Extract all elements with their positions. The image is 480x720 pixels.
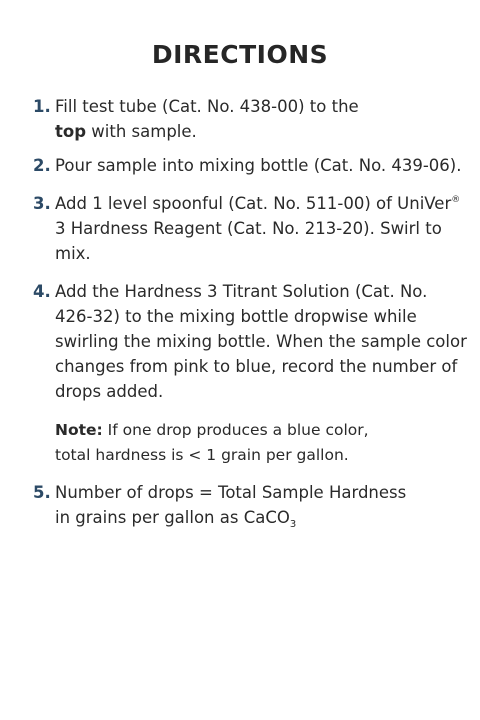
step-line: 3 Hardness Reagent (Cat. No. 213-20). Swirl to: [55, 219, 442, 238]
step-text: [55, 480, 453, 530]
emphasis-text: top: [55, 122, 87, 141]
step-text: [55, 153, 462, 178]
step-line: Number of drops = Total Sample Hardness: [55, 483, 407, 502]
note-label: Note:: [55, 421, 103, 439]
note-text: If one drop produces a blue color,: [102, 421, 369, 439]
note-block: [55, 418, 455, 468]
step-line: changes from pink to blue, record the number of: [55, 357, 458, 376]
step-line-main: Add 1 level spoonful (Cat. No. 511-00) of UniVer: [55, 194, 452, 213]
step-number: 2.: [33, 156, 51, 175]
page-title: DIRECTIONS: [151, 40, 329, 69]
step-line: 426-32) to the mixing bottle dropwise while: [55, 307, 417, 326]
step-5: [33, 480, 453, 530]
step-line: Add the Hardness 3 Titrant Solution (Cat. No.: [55, 282, 428, 301]
step-text: [55, 279, 467, 404]
step-number: 1.: [33, 97, 51, 116]
step-text: [55, 94, 453, 144]
step-line: Fill test tube (Cat. No. 438-00) to the: [55, 97, 359, 116]
step-2: [33, 153, 462, 178]
step-number: 5.: [33, 483, 51, 502]
step-line-main: in grains per gallon as CaCO: [55, 508, 290, 527]
step-4: [33, 279, 467, 404]
step-line: [55, 119, 453, 144]
step-line: [55, 505, 453, 530]
step-line-rest: with sample.: [86, 122, 197, 141]
registered-mark: ®: [451, 195, 461, 205]
step-line: mix.: [55, 244, 91, 263]
step-1: [33, 94, 453, 144]
step-number: 3.: [33, 194, 51, 213]
subscript-digit: 3: [289, 519, 297, 530]
step-line: drops added.: [55, 382, 164, 401]
note-line: [55, 418, 455, 443]
step-text: [55, 191, 461, 266]
step-line: swirling the mixing bottle. When the sample color: [55, 332, 467, 351]
note-line: total hardness is < 1 grain per gallon.: [55, 446, 349, 464]
step-line: Pour sample into mixing bottle (Cat. No. 439-06).: [55, 156, 462, 175]
step-3: [33, 191, 461, 266]
step-number: 4.: [33, 282, 51, 301]
step-line: [55, 191, 461, 216]
